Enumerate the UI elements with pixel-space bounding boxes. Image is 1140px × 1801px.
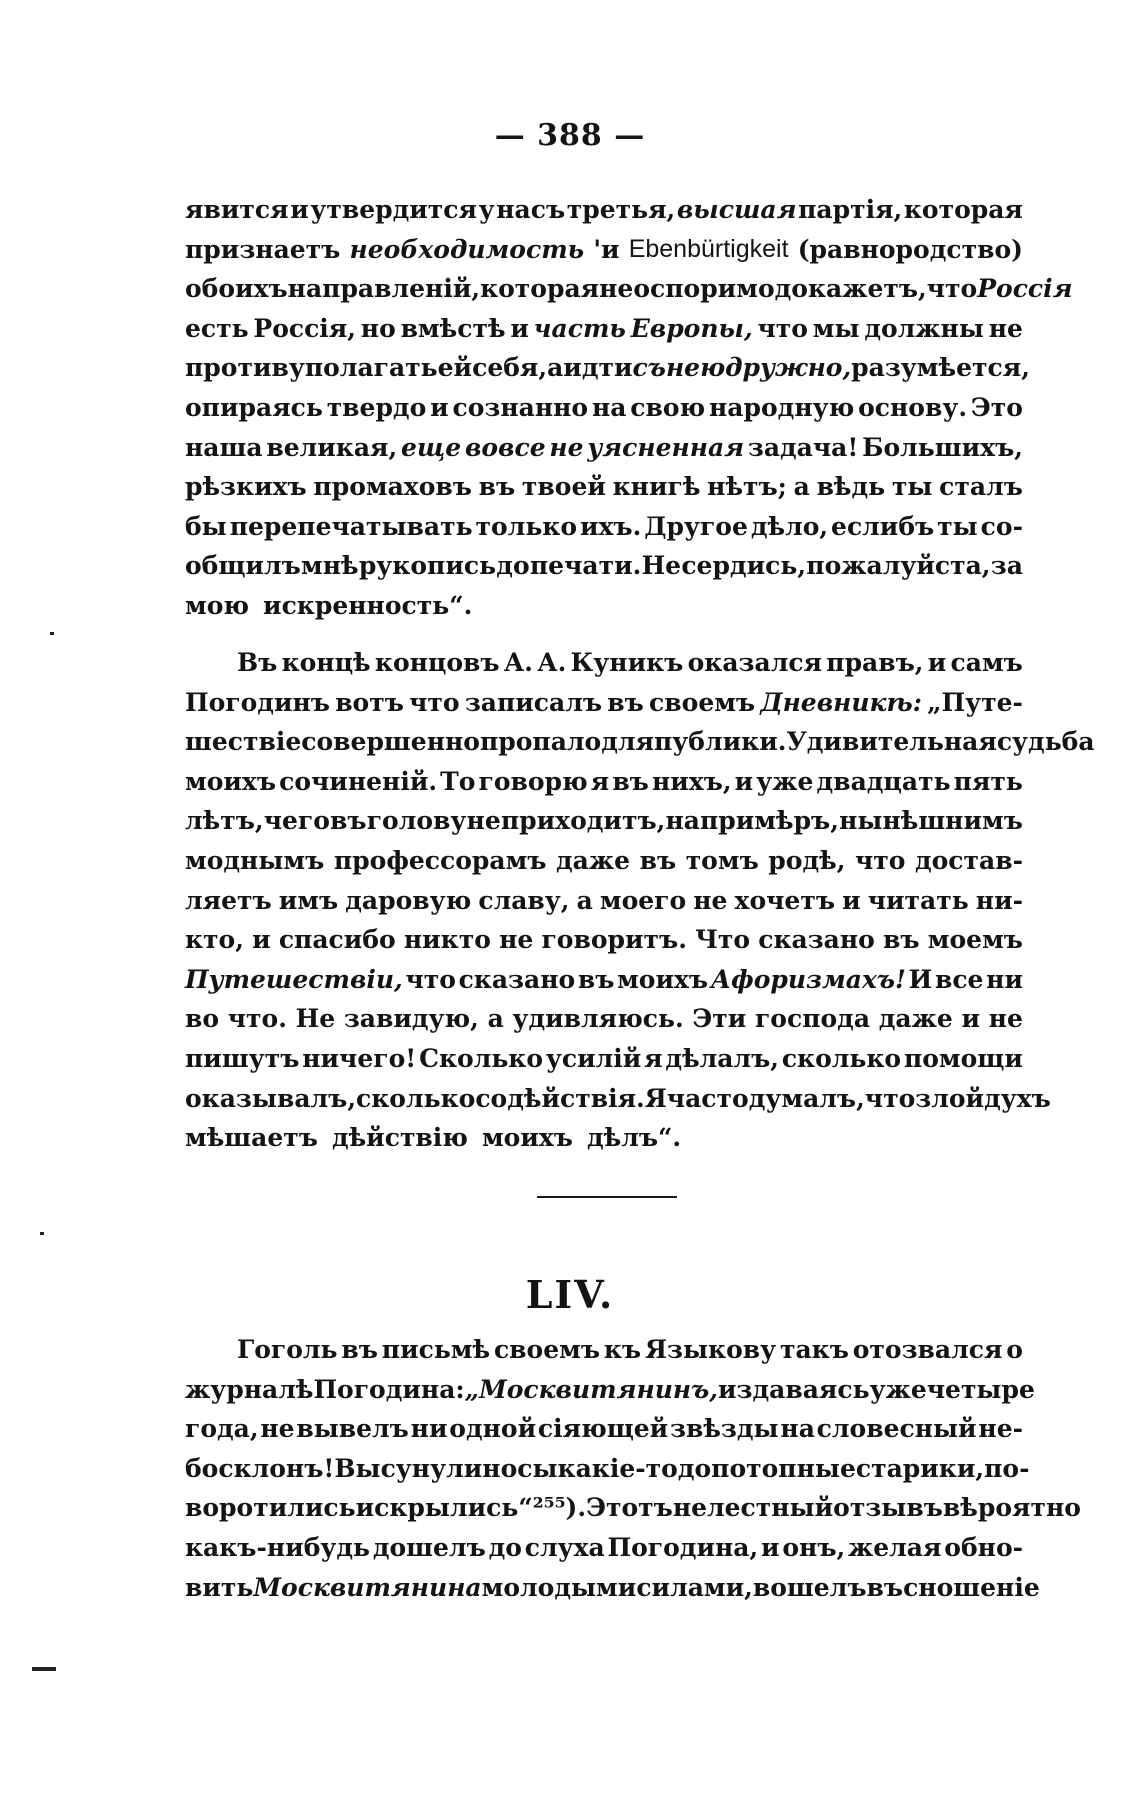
word: профессорамъ (333, 845, 547, 875)
text-line (185, 920, 1023, 960)
section-divider (537, 1196, 677, 1198)
word: вовсе (464, 432, 546, 462)
word: промаховъ (313, 472, 472, 502)
word: третья, (566, 195, 676, 224)
word: родѣ, (768, 845, 846, 875)
text-line (185, 1409, 1023, 1449)
word: говорю (478, 766, 588, 796)
text-line (185, 960, 1023, 1000)
word: твердо (326, 392, 427, 422)
word: сколько (781, 1043, 902, 1073)
word: и (510, 313, 529, 343)
text-line (185, 801, 1023, 841)
word: и (430, 392, 449, 422)
word: Этотъ (586, 1493, 673, 1523)
word: а (547, 353, 564, 383)
word: какъ-нибудь (185, 1532, 371, 1562)
paragraph-2 (185, 643, 1095, 1158)
word: „Путе- (927, 687, 1023, 717)
text-line (185, 507, 1023, 547)
word: какіе-то (557, 1453, 678, 1483)
word: дружно, (725, 353, 852, 383)
word: пропало (479, 727, 602, 757)
word: а (793, 472, 810, 502)
word: содѣйствія. (475, 1083, 645, 1113)
word: Это (970, 392, 1023, 422)
section-heading: LIV. (525, 1272, 615, 1317)
word: шествіе (185, 727, 302, 757)
word: завидую, (343, 1004, 479, 1034)
word: А. (503, 648, 533, 677)
word: голову (366, 806, 467, 836)
word: А. (537, 648, 567, 677)
word: для (601, 727, 654, 757)
word: моемъ (927, 925, 1023, 955)
word: за (990, 551, 1023, 581)
word: дѣло, (750, 511, 829, 541)
word: Удивительная (786, 727, 997, 757)
word: вѣроятно (942, 1493, 1081, 1523)
word: основу. (858, 392, 968, 422)
word: сказано (758, 925, 875, 955)
word: звѣзды (670, 1414, 779, 1444)
word: напримѣръ, (665, 806, 839, 836)
word: четыре (926, 1374, 1035, 1404)
word: своемъ (493, 1335, 601, 1364)
word: достав- (914, 845, 1023, 875)
page-number: — 388 — (494, 118, 646, 153)
word: и (734, 766, 754, 796)
word: идти (563, 353, 633, 383)
word: имъ (278, 885, 339, 915)
word: онъ, (782, 1532, 846, 1562)
text-line (185, 428, 1023, 468)
text-line (185, 1079, 1051, 1119)
word: Сколько (419, 1043, 544, 1073)
word: ²⁵⁵). (532, 1493, 587, 1523)
word: вывелъ (296, 1414, 409, 1444)
word: Погодинъ (185, 687, 330, 717)
word: допотопные (677, 1453, 856, 1483)
word: самъ (950, 648, 1023, 677)
word: но (360, 313, 396, 343)
word: со- (980, 511, 1023, 541)
word: ты (937, 511, 978, 541)
word: одной (449, 1414, 537, 1444)
word: даже (878, 1004, 953, 1034)
word: въ (607, 687, 644, 717)
word: на (591, 392, 627, 422)
word: въ (330, 806, 367, 836)
word: приходитъ, (500, 806, 666, 836)
word: молодыми (481, 1572, 637, 1602)
word: обоихъ (185, 274, 288, 304)
text-line (185, 881, 1023, 921)
text-line (185, 683, 1023, 723)
word: желая (848, 1532, 942, 1562)
word: Россія, (253, 313, 356, 343)
word: босклонъ! (185, 1453, 335, 1483)
word: не (549, 432, 584, 462)
word: моего (599, 885, 687, 915)
word: которая (903, 195, 1023, 224)
word: сочиненій. (279, 766, 438, 796)
word: отзывъ (833, 1493, 943, 1523)
word: судьба (996, 727, 1095, 757)
word: сіяющей (537, 1414, 669, 1444)
word: часть (533, 313, 626, 343)
word: ничего! (302, 1043, 417, 1073)
text-line (185, 388, 1023, 428)
word: что (409, 687, 460, 717)
word: Эти (692, 1004, 747, 1034)
word: пишутъ (185, 1043, 300, 1073)
word: высшая (676, 195, 797, 224)
word: часто (666, 1083, 749, 1113)
word: концѣ (281, 648, 371, 677)
word: Европы, (630, 313, 753, 343)
word: ни (986, 964, 1023, 994)
word: публики. (654, 727, 787, 757)
word: что (864, 1083, 916, 1113)
word: рукопись (358, 551, 497, 581)
paragraph-1 (185, 190, 1073, 626)
text-line (185, 1118, 1023, 1158)
word: Путешествіи, (185, 964, 403, 994)
word: ей (437, 353, 473, 383)
word: старики, (855, 1453, 985, 1483)
word: нею (665, 353, 726, 383)
word: вмѣстѣ (400, 313, 506, 343)
word: ихъ. (579, 511, 642, 541)
word: бы (185, 511, 227, 541)
word: съ (632, 353, 666, 383)
word: въ (341, 1335, 378, 1364)
word: что (926, 274, 978, 304)
word: такъ (779, 1335, 849, 1364)
word: не- (978, 1414, 1023, 1444)
word: ни (410, 1414, 448, 1444)
word: партія, (798, 195, 903, 224)
word: задача! (747, 432, 859, 462)
word: общилъ (185, 551, 301, 581)
word: нихъ, (651, 766, 732, 796)
word: дѣлалъ, (665, 1043, 779, 1073)
word: мы (812, 313, 860, 343)
text-line (185, 1330, 1023, 1370)
word: противуполагать (185, 353, 438, 383)
word: Я (644, 1083, 667, 1113)
word: письмѣ (381, 1335, 491, 1364)
word: не (988, 1004, 1023, 1034)
word: господа (754, 1004, 871, 1034)
word: мнѣ (300, 551, 359, 581)
text-line (185, 1488, 1081, 1528)
word: моихъ (617, 964, 709, 994)
word: концовъ (374, 648, 500, 677)
word: помощи (903, 1043, 1023, 1073)
word: даже (556, 845, 631, 875)
word: должны (864, 313, 984, 343)
word: читать (867, 885, 969, 915)
word: не (499, 925, 534, 955)
text-line (185, 546, 1023, 586)
paragraph-3 (185, 1330, 1081, 1607)
word: уясненная (587, 432, 745, 462)
word: удивляюсь. (512, 1004, 684, 1034)
word: искренность“. (263, 590, 473, 620)
word: Ebenbürtigkeit (628, 234, 789, 263)
word: и (355, 1493, 375, 1523)
word: народную (709, 392, 855, 422)
word: нелестный (672, 1493, 834, 1523)
word: которая (480, 274, 600, 304)
word: дѣлъ“. (586, 1123, 682, 1153)
word: злой (915, 1083, 985, 1113)
text-line (185, 1370, 1035, 1410)
text-line (185, 841, 1023, 881)
word: Въ (237, 648, 278, 677)
word: что (854, 845, 906, 875)
word: въ (639, 845, 677, 875)
word: уже (756, 766, 814, 796)
word: Что (695, 925, 751, 955)
word: не (260, 1414, 295, 1444)
word: необходимость (349, 234, 585, 264)
word: двадцать (816, 766, 951, 796)
word: говоритъ. (541, 925, 687, 955)
word: никто (403, 925, 491, 955)
word: оказывалъ, (185, 1083, 357, 1113)
word: и (252, 925, 271, 955)
word: а (576, 885, 593, 915)
word: я (644, 1043, 663, 1073)
word: докажетъ, (774, 274, 927, 304)
text-line (185, 190, 1023, 230)
text-line (185, 999, 1023, 1039)
text-line (185, 230, 1023, 270)
word: нынѣшнимъ (839, 806, 1023, 836)
word: а (487, 1004, 504, 1034)
word: себя, (472, 353, 548, 383)
text-line (185, 348, 1030, 388)
word: Языкову (644, 1335, 777, 1364)
word: (равнородство) (797, 234, 1023, 264)
word: Высунули (334, 1453, 483, 1483)
word: мѣшаетъ (185, 1123, 318, 1153)
word: года, (185, 1414, 259, 1444)
word: нѣтъ; (707, 472, 787, 502)
word: перепечатывать (229, 511, 473, 541)
word: по- (984, 1453, 1030, 1483)
word: и (961, 1004, 980, 1034)
word: только (475, 511, 578, 541)
word: и (761, 1532, 780, 1562)
word: неоспоримо (599, 274, 775, 304)
word: я (590, 766, 610, 796)
word: Погодина, (607, 1532, 759, 1562)
word: книгѣ (612, 472, 701, 502)
word: ты (891, 472, 933, 502)
word: вить (185, 1572, 254, 1602)
text-line (185, 1039, 1023, 1079)
word: есть (185, 313, 249, 343)
word: думалъ, (748, 1083, 865, 1113)
word: скрылись“ (374, 1493, 533, 1523)
word: что (757, 313, 808, 343)
word: явится (185, 195, 289, 224)
word: Большихъ, (862, 432, 1023, 462)
text-line (185, 643, 1023, 683)
word: ни- (975, 885, 1023, 915)
word: пять (953, 766, 1023, 796)
word: отозвался (852, 1335, 1003, 1364)
word: великая, (266, 432, 398, 462)
word: что. (227, 1004, 287, 1034)
word: на (780, 1414, 815, 1444)
word: вошелъ (752, 1572, 867, 1602)
word: въ (866, 1572, 904, 1602)
word: Другое (644, 511, 748, 541)
word: Афоризмахъ! (710, 964, 906, 994)
word: Гоголь (237, 1335, 338, 1364)
word: утвердится (310, 195, 477, 224)
word: правъ, (826, 648, 924, 677)
word: еще (401, 432, 462, 462)
word: лѣтъ, (185, 806, 264, 836)
word: и (927, 648, 947, 677)
word: Не (641, 551, 682, 581)
word: пожалуйста, (806, 551, 991, 581)
word: воротились (185, 1493, 356, 1523)
word: признаетъ (185, 234, 341, 264)
word: наша (185, 432, 263, 462)
word: до (496, 551, 530, 581)
word: дошелъ (372, 1532, 486, 1562)
text-line (185, 269, 1073, 309)
word: сношеніе (903, 1572, 1040, 1602)
word: кто, (185, 925, 244, 955)
word: вотъ (335, 687, 404, 717)
word: еслибъ (831, 511, 935, 541)
word: не (988, 313, 1023, 343)
scan-speck (40, 1232, 44, 1235)
word: И (908, 964, 933, 994)
text-line (185, 762, 1023, 802)
word: разумѣется, (851, 353, 1030, 383)
word: во (185, 1004, 220, 1034)
word: опираясь (185, 392, 323, 422)
word: совершенно (301, 727, 480, 757)
word: Куникъ (570, 648, 684, 677)
word: оказался (687, 648, 823, 677)
word: 'и (593, 234, 620, 264)
word: журналѣ (185, 1374, 314, 1404)
word: въ (577, 964, 615, 994)
word: не (466, 806, 501, 836)
text-line (185, 1568, 1040, 1608)
word: своемъ (649, 687, 756, 717)
text-line (185, 1528, 1023, 1568)
word: хочетъ (734, 885, 835, 915)
word: свою (630, 392, 706, 422)
word: духъ (984, 1083, 1051, 1113)
text-line (185, 1449, 1030, 1489)
word: сказано (458, 964, 576, 994)
word: обно- (944, 1532, 1023, 1562)
word: вѣдь (816, 472, 886, 502)
word: все (934, 964, 984, 994)
word: моднымъ (185, 845, 325, 875)
word: мою (185, 590, 250, 620)
word: насъ (496, 195, 566, 224)
word: усилій (545, 1043, 642, 1073)
word: Не (295, 1004, 336, 1034)
word: ляетъ (185, 885, 272, 915)
word: моихъ (481, 1123, 573, 1153)
word: моихъ (185, 766, 277, 796)
word: сколько (356, 1083, 476, 1113)
word: томъ (685, 845, 759, 875)
word: не (693, 885, 728, 915)
word: что (405, 964, 456, 994)
word: у (478, 195, 495, 224)
word: направленій, (287, 274, 481, 304)
word: до (488, 1532, 522, 1562)
word: сердись, (681, 551, 807, 581)
text-line (185, 309, 1023, 349)
word: носы (482, 1453, 558, 1483)
text-line (185, 722, 1095, 762)
text-line (185, 586, 1023, 626)
word: Россія (977, 274, 1073, 304)
word: силами, (636, 1572, 753, 1602)
word: славу, (478, 885, 570, 915)
word: о (1006, 1335, 1023, 1364)
word: слуха (524, 1532, 605, 1562)
word: издаваясь (717, 1374, 870, 1404)
word: уже (869, 1374, 927, 1404)
word: Погодина: (313, 1374, 465, 1404)
word: То (440, 766, 476, 796)
word: въ (612, 766, 649, 796)
word: Дневникѣ: (760, 687, 922, 717)
word: чего (263, 806, 330, 836)
word: записалъ (464, 687, 603, 717)
scan-speck (32, 1667, 56, 1671)
word: рѣзкихъ (185, 472, 307, 502)
word: и (290, 195, 309, 224)
word: печати. (529, 551, 642, 581)
word: сталъ (939, 472, 1023, 502)
word: Москвитянина (253, 1572, 482, 1602)
word: словесный (816, 1414, 977, 1444)
word: дѣйствію (331, 1123, 468, 1153)
scan-speck (50, 632, 54, 635)
word: къ (603, 1335, 642, 1364)
word: сознанно (452, 392, 589, 422)
text-line (185, 467, 1023, 507)
word: спасибо (278, 925, 396, 955)
word: даровую (345, 885, 472, 915)
word: въ (478, 472, 516, 502)
word: твоей (521, 472, 606, 502)
word: и (842, 885, 861, 915)
word: въ (883, 925, 920, 955)
word: „Москвитянинъ, (464, 1374, 718, 1404)
